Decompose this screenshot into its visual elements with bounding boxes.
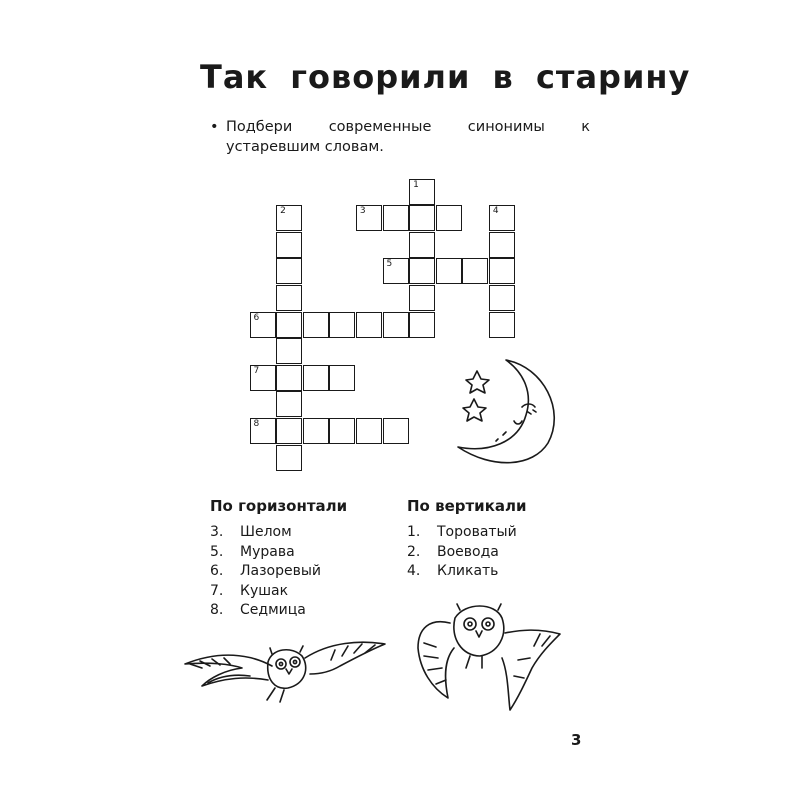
clue-across-item xyxy=(210,601,347,621)
bullet: • xyxy=(210,119,219,135)
clue-number: 1. xyxy=(407,524,421,540)
instruction-text: Подбери современные синонимы к устаревшим словам. xyxy=(226,119,590,155)
moon-with-stars-illustration xyxy=(448,355,568,475)
clue-word: Мурава xyxy=(240,543,295,560)
crossword-cell[interactable] xyxy=(276,391,302,417)
clue-number: 8. xyxy=(210,602,224,618)
crossword-cell[interactable] xyxy=(409,285,435,311)
crossword-cell[interactable] xyxy=(409,312,435,338)
crossword-cell[interactable] xyxy=(383,205,409,231)
crossword-cell[interactable] xyxy=(383,258,409,284)
crossword-cell[interactable] xyxy=(329,365,355,391)
crossword-cell[interactable] xyxy=(409,232,435,258)
clue-word: Шелом xyxy=(240,524,292,540)
clues-down xyxy=(407,497,527,582)
clue-word: Кушак xyxy=(240,582,289,599)
crossword-cell[interactable] xyxy=(303,365,329,391)
crossword-cell-number: 6 xyxy=(253,312,260,323)
crossword-cell[interactable] xyxy=(489,285,515,311)
crossword-cell[interactable] xyxy=(276,205,302,231)
crossword-cell[interactable] xyxy=(489,258,515,284)
crossword-cell[interactable] xyxy=(276,365,302,391)
crossword-cell[interactable] xyxy=(383,418,409,444)
crossword-cell[interactable] xyxy=(250,312,276,338)
crossword-cell[interactable] xyxy=(383,312,409,338)
crossword-cell[interactable] xyxy=(356,205,382,231)
page-number: 3 xyxy=(571,731,582,749)
clue-word: Тороватый xyxy=(437,524,517,540)
crossword-cell[interactable] xyxy=(250,418,276,444)
clue-down-item xyxy=(407,543,527,563)
crossword-cell-number: 8 xyxy=(253,418,260,429)
crossword-cell[interactable] xyxy=(409,179,435,205)
crossword-cell[interactable] xyxy=(276,258,302,284)
clue-number: 3. xyxy=(210,524,224,540)
crossword-cell[interactable] xyxy=(276,232,302,258)
crossword-cell[interactable] xyxy=(276,445,302,471)
clues-down-heading: По вертикали xyxy=(407,497,527,515)
clue-number: 5. xyxy=(210,543,224,560)
clue-word: Седмица xyxy=(240,602,306,618)
clue-down-item xyxy=(407,523,527,543)
crossword-cell[interactable] xyxy=(250,365,276,391)
clues-across-heading: По горизонтали xyxy=(210,497,348,515)
crossword-cell-number: 7 xyxy=(253,365,260,376)
crossword-cell[interactable] xyxy=(276,418,302,444)
crossword-cell[interactable] xyxy=(276,312,302,338)
page-title: Так говорили в старину xyxy=(200,58,691,96)
clue-word: Кликать xyxy=(437,563,499,579)
flying-owl-right-illustration xyxy=(410,598,570,718)
clue-word: Лазоревый xyxy=(240,563,322,579)
crossword-cell[interactable] xyxy=(409,258,435,284)
clue-number: 2. xyxy=(407,543,421,560)
clue-number: 6. xyxy=(210,563,224,579)
crossword-cell[interactable] xyxy=(356,312,382,338)
crossword-cell[interactable] xyxy=(462,258,488,284)
crossword-cell-number: 5 xyxy=(386,259,393,270)
crossword-cell-number: 1 xyxy=(413,179,419,190)
clue-across-item xyxy=(210,543,347,563)
crossword-cell-number: 4 xyxy=(492,206,499,217)
clue-across-item xyxy=(210,523,347,543)
crossword-cell[interactable] xyxy=(303,418,329,444)
crossword-cell[interactable] xyxy=(276,285,302,311)
clue-down-item xyxy=(407,562,527,582)
crossword-cell[interactable] xyxy=(436,205,462,231)
crossword-cell[interactable] xyxy=(436,258,462,284)
crossword-cell[interactable] xyxy=(276,338,302,364)
clues-across xyxy=(210,497,347,621)
clue-number: 7. xyxy=(210,582,224,599)
flying-owl-left-illustration xyxy=(180,628,390,708)
crossword-cell[interactable] xyxy=(489,205,515,231)
crossword-cell[interactable] xyxy=(489,232,515,258)
crossword-cell[interactable] xyxy=(409,205,435,231)
crossword-cell-number: 2 xyxy=(280,206,286,217)
crossword-cell[interactable] xyxy=(489,312,515,338)
clue-across-item xyxy=(210,562,347,582)
clue-number: 4. xyxy=(407,563,421,579)
crossword-cell[interactable] xyxy=(303,312,329,338)
crossword-cell[interactable] xyxy=(329,418,355,444)
clue-across-item xyxy=(210,582,347,602)
crossword-cell[interactable] xyxy=(356,418,382,444)
crossword-cell[interactable] xyxy=(329,312,355,338)
clue-word: Воевода xyxy=(437,543,499,560)
crossword-cell-number: 3 xyxy=(359,206,366,217)
